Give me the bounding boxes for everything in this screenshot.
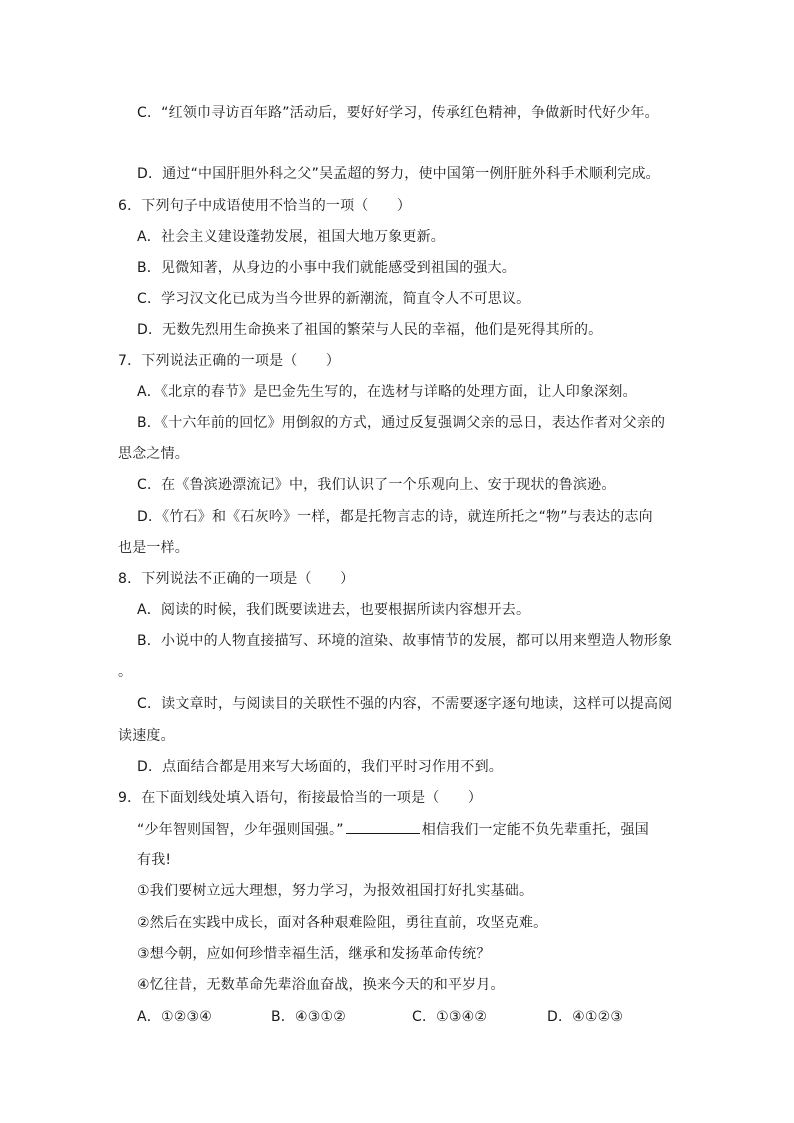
q7-option-d-continued: 也是一样。 [118,540,189,556]
q8-option-b: B．小说中的人物直接描写、环境的渲染、故事情节的发展，都可以用来塑造人物形象 [137,633,673,649]
question-7-stem: 7．下列说法正确的一项是（ ） [118,353,341,369]
q6-option-b: B．见微知著，从身边的小事中我们就能感受到祖国的强大。 [137,260,517,276]
q7-option-c: C．在《鲁滨逊漂流记》中，我们认识了一个乐观向上、安于现状的鲁滨逊。 [137,477,616,493]
q8-option-b-continued: 。 [118,664,133,680]
q8-option-d: D．点面结合都是用来写大场面的，我们平时习作用不到。 [137,759,503,775]
q9-choice-a: A．①②③④ [137,1009,212,1025]
question-6-stem: 6．下列句子中成语使用不恰当的一项（ ） [118,198,412,214]
q5-option-d: D．通过“中国肝胆外科之父”吴孟超的努力，使中国第一例肝脏外科手术顺利完成。 [137,166,660,182]
q7-option-d: D．《竹石》和《石灰吟》一样，都是托物言志的诗，就连所托之“物”与表达的志向 [137,509,653,525]
q8-option-c: C．读文章时，与阅读目的关联性不强的内容，不需要逐字逐句地读，这样可以提高阅 [137,696,673,712]
q9-sentence-4: ④忆往昔，无数革命先辈浴血奋战，换来今天的和平岁月。 [137,977,505,993]
fill-in-blank [346,819,420,834]
q9-passage-continued: 相信我们一定能不负先辈重托，强国 [421,822,649,838]
q5-option-c: C．“红领巾寻访百年路”活动后，要好好学习，传承红色精神，争做新时代好少年。 [137,105,659,121]
q8-option-c-continued: 读速度。 [118,728,175,744]
q7-option-a: A．《北京的春节》是巴金先生写的，在选材与详略的处理方面，让人印象深刻。 [137,384,637,400]
q9-passage-end: 有我! [137,852,172,868]
q9-choice-c: C．①③④② [412,1009,488,1025]
q6-option-d: D．无数先烈用生命换来了祖国的繁荣与人民的幸福，他们是死得其所的。 [137,322,603,338]
q6-option-c: C．学习汉文化已成为当今世界的新潮流，简直令人不可思议。 [137,291,531,307]
q9-sentence-3: ③想今朝，应如何珍惜幸福生活，继承和发扬革命传统？ [137,946,491,962]
question-8-stem: 8．下列说法不正确的一项是（ ） [118,571,355,587]
question-9-stem: 9．在下面划线处填入语句，衔接最恰当的一项是（ ） [118,790,483,806]
q9-sentence-1: ①我们要树立远大理想，努力学习，为报效祖国打好扎实基础。 [137,883,534,899]
q8-option-a: A．阅读的时候，我们既要读进去，也要根据所读内容想开去。 [137,602,531,618]
q7-option-b-continued: 思念之情。 [118,446,189,462]
q9-choice-b: B．④③①② [271,1009,347,1025]
q6-option-a: A．社会主义建设蓬勃发展，祖国大地万象更新。 [137,229,445,245]
q7-option-b: B．《十六年前的回忆》用倒叙的方式，通过反复强调父亲的忌日，表达作者对父亲的 [137,415,666,431]
q9-passage [137,819,649,840]
q9-choice-d: D．④①②③ [547,1009,624,1025]
q9-sentence-2: ②然后在实践中成长，面对各种艰难险阻，勇往直前，攻坚克难。 [137,915,548,931]
q9-passage-quote: “少年智则国智，少年强则国强。” [137,822,344,838]
